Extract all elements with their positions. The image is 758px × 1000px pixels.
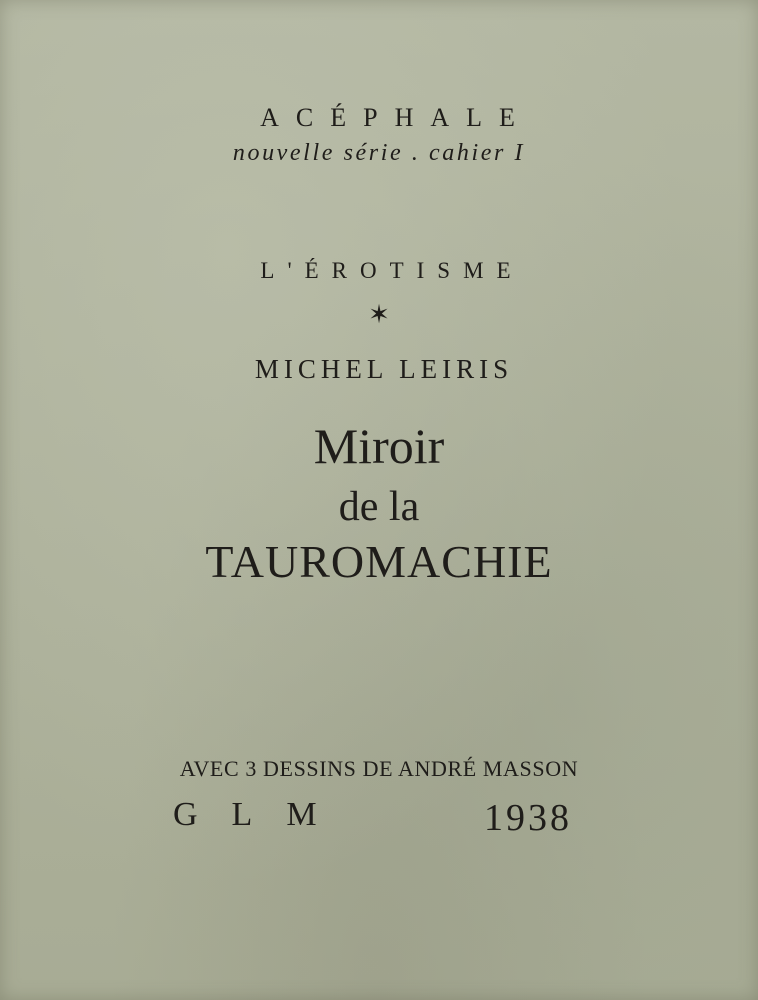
author-name: MICHEL LEIRIS — [254, 354, 514, 384]
series-subtitle: nouvelle série . cahier I — [232, 140, 526, 166]
illustrations-credit: AVEC 3 DESSINS DE ANDRÉ MASSON — [179, 756, 579, 781]
book-title-line-2: de la — [338, 484, 420, 530]
book-title-line-3: TAUROMACHIE — [205, 536, 553, 587]
publisher-name: GLM — [173, 796, 351, 833]
theme-heading: L'ÉROTISME — [260, 258, 524, 283]
book-title-line-1: Miroir — [313, 418, 445, 474]
star-ornament-icon: ✶ — [368, 300, 390, 329]
publication-year: 1938 — [484, 797, 572, 839]
series-title: ACÉPHALE — [260, 103, 532, 132]
